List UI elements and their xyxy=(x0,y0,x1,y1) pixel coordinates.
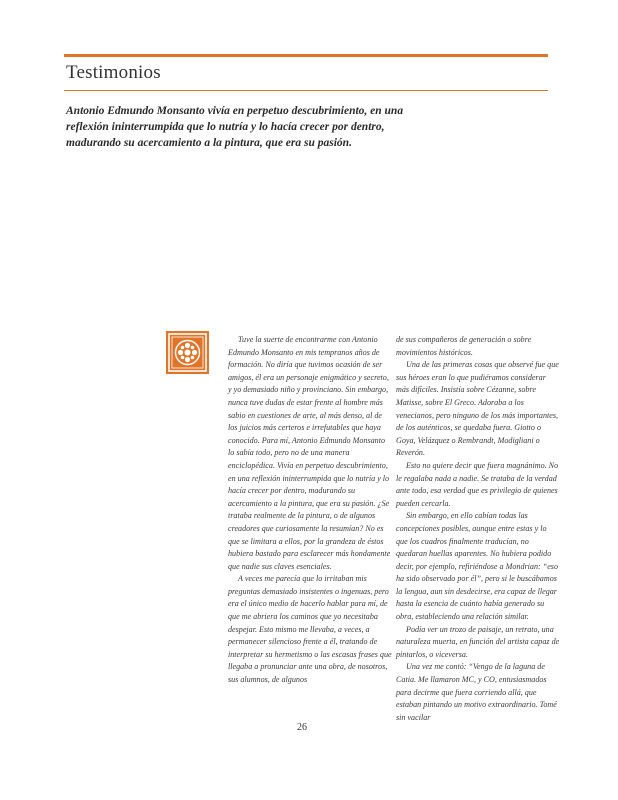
section-rule-top xyxy=(64,54,548,57)
body-column-right xyxy=(396,334,560,724)
page-number: 26 xyxy=(297,722,307,733)
body-paragraph: de sus compañeros de generación o sobre movimientos históricos. xyxy=(396,335,532,357)
body-paragraph: A veces me parecía que lo irritaban mis preguntas demasiado insistentes o ingenuas, pero era el único medio de hacerlo hablar para mí, de que me abriera los caminos que yo necesitaba despejar. Esto mismo me llevaba, a veces, a permanecer silencioso frente a él, tratando de interpretar su hermetismo o las escasas frases que llegaba a pronunciar ante una obra, de nosotros, sus alumnos, de algunos xyxy=(228,574,392,685)
body-paragraph: Tuve la suerte de encontrarme con Antonio Edmundo Monsanto en mis tempranos años de formación. No diría que tuvimos ocasión de ser amigos, él era un personaje enigmático y secreto, y yo demasiado niño y provinciano. Sin embargo, nunca tuve dudas de estar frente al hombre más sabio en cuestiones de arte, al más denso, al de los juicios más certeros e irrefutables que haya conocido. Para mí, Antonio Edmundo Monsanto lo sabía todo, pero no de una manera enciclopédica. Vivía en perpetuo descubrimiento, en una reflexión ininterrumpida que lo nutría y lo hacía crecer por dentro, madurando su acercamiento a la pintura, que era su pasión. ¿Se trataba realmente de la pintura, o de algunos creadores que curiosamente la resumían? No es que se limitara a ellos, por la grandeza de éstos hubiera bastado para esclarecer más hondamente que nadie sus claves esenciales. xyxy=(228,335,391,571)
lead-paragraph: Antonio Edmundo Monsanto vivía en perpetuo descubrimiento, en una reflexión ininterrumpida que lo nutría y lo hacía crecer por dentro, madurando su acercamiento a la pintura, que era su pasión. xyxy=(66,105,404,149)
body-paragraph: Podía ver un trozo de paisaje, un retrato, una naturaleza muerta, en función del artista capaz de pintarlos, o viceversa. xyxy=(396,624,560,659)
body-column-left xyxy=(228,334,392,687)
ornamental-flower-icon xyxy=(166,331,209,374)
body-paragraph: Sin embargo, en ello cabían todas las concepciones posibles, aunque entre estas y lo que los cuadros finalmente traducían, no quedaran huellas aparentes. No hubiera podido decir, por ejemplo, refiriéndose a Mondrian: “eso ha sido observado por él”, pero si le buscábamos la lengua, aun sin desdecirse, era capaz de llegar hasta la esencia de cuánto había generado su obra, estableciendo una relación similar. xyxy=(396,511,559,622)
body-paragraph: Una vez me contó: “Vengo de la laguna de Catia. Me llamaron MC, y CO, entusiasmados para decirme que fuera corriendo allá, que estaban pintando un motivo extraordinario. Tomé sin vacilar xyxy=(396,662,557,722)
section-rule-bottom xyxy=(64,90,548,91)
body-paragraph: Esto no quiere decir que fuera magnánimo. No le regalaba nada a nadie. Se trataba de la verdad ante todo, esa verdad que es privilegio de quienes pueden cercarla. xyxy=(396,460,559,508)
section-title: Testimonios xyxy=(66,62,161,83)
body-paragraph: Una de las primeras cosas que observé fue que sus héroes eran lo que pudiéramos considerar más difíciles. Insistía sobre Cézanne, sobre Matisse, sobre El Greco. Adoraba a los venecianos, pero ninguno de los más importantes, de los auténticos, se quedaba fuera. Giotto o Goya, Velázquez o Rembrandt, Modigliani o Reverón. xyxy=(396,360,559,458)
